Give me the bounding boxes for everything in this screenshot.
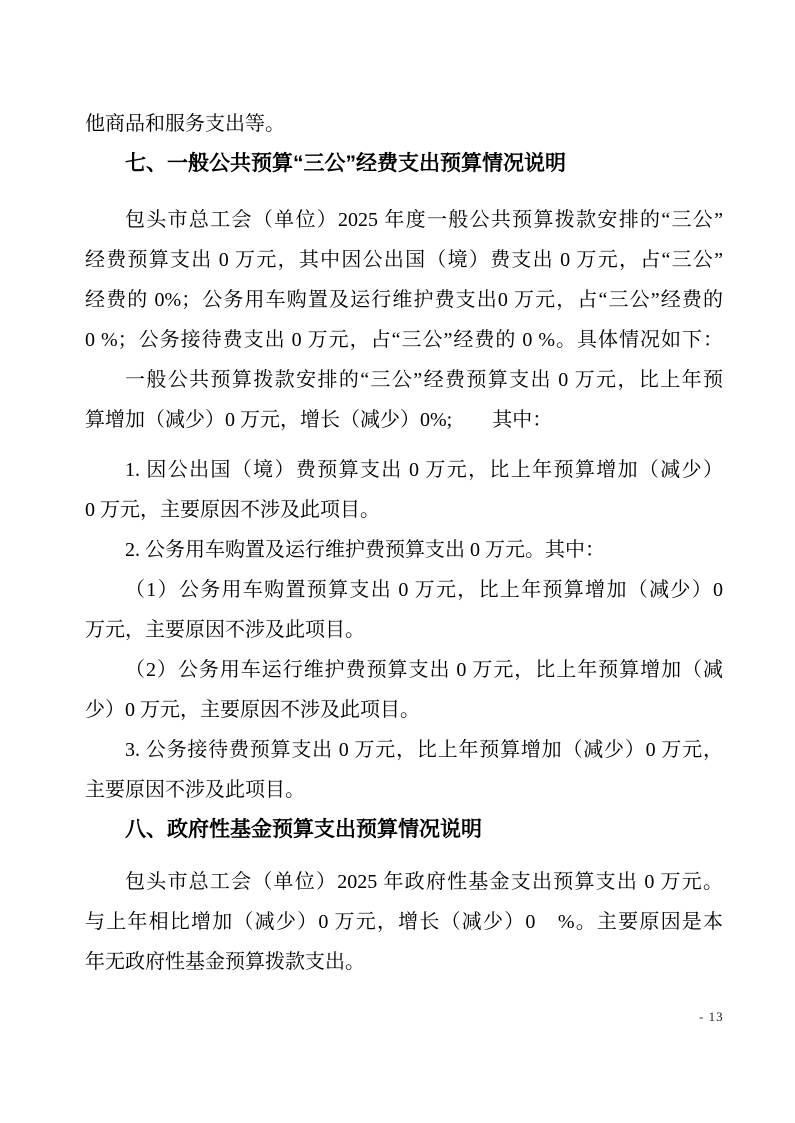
section-heading-8 xyxy=(85,810,723,850)
text-line: 他商品和服务支出等。 xyxy=(85,113,285,135)
text-line: 0 万元，主要原因不涉及此项目。 xyxy=(85,499,380,521)
document-body xyxy=(85,104,723,982)
text-line: 1. 因公出国（境）费预算支出 0 万元，比上年预算增加（减少） xyxy=(125,459,723,481)
heading-text-line: 八、政府性基金预算支出预算情况说明 xyxy=(125,818,482,841)
text-line: 2. 公务用车购置及运行维护费预算支出 0 万元。其中： xyxy=(125,539,605,561)
text-line: 万元，主要原因不涉及此项目。 xyxy=(85,619,365,641)
text-line: 3. 公务接待费预算支出 0 万元，比上年预算增加（减少）0 万元， xyxy=(125,739,723,761)
paragraph-item-1 xyxy=(85,450,723,530)
text-line: 年无政府性基金预算拨款支出。 xyxy=(85,951,365,973)
text-line: 与上年相比增加（减少）0 万元，增长（减少）0 %。主要原因是本 xyxy=(85,911,723,933)
paragraph xyxy=(85,862,723,982)
paragraph-continuation xyxy=(85,104,723,144)
text-line: 主要原因不涉及此项目。 xyxy=(85,779,305,801)
text-line: 经费的 0%；公务用车购置及运行维护费支出0 万元，占“三公”经费的 xyxy=(85,289,723,311)
paragraph xyxy=(85,360,723,440)
text-line: 0 %；公务接待费支出 0 万元，占“三公”经费的 0 %。具体情况如下： xyxy=(85,329,723,351)
text-line: 经费预算支出 0 万元，其中因公出国（境）费支出 0 万元，占“三公” xyxy=(85,249,723,271)
text-line: 算增加（减少）0 万元，增长（减少）0%; 其中： xyxy=(85,409,553,431)
text-line: 少）0 万元，主要原因不涉及此项目。 xyxy=(85,699,420,721)
paragraph xyxy=(85,200,723,360)
paragraph-item-2-2 xyxy=(85,650,723,730)
text-line: 一般公共预算拨款安排的“三公”经费预算支出 0 万元，比上年预 xyxy=(125,369,723,391)
paragraph-item-2 xyxy=(85,530,723,570)
section-heading-7 xyxy=(85,144,723,184)
heading-text-line: 七、一般公共预算“三公”经费支出预算情况说明 xyxy=(125,152,566,175)
text-line: 包头市总工会（单位）2025 年度一般公共预算拨款安排的“三公” xyxy=(125,209,723,231)
text-line: （1）公务用车购置预算支出 0 万元，比上年预算增加（减少）0 xyxy=(125,579,723,601)
paragraph-item-3 xyxy=(85,730,723,810)
page-number: - 13 xyxy=(699,1009,724,1024)
text-line: （2）公务用车运行维护费预算支出 0 万元，比上年预算增加（减 xyxy=(125,659,723,681)
paragraph-item-2-1 xyxy=(85,570,723,650)
text-line: 包头市总工会（单位）2025 年政府性基金支出预算支出 0 万元。 xyxy=(125,871,723,893)
